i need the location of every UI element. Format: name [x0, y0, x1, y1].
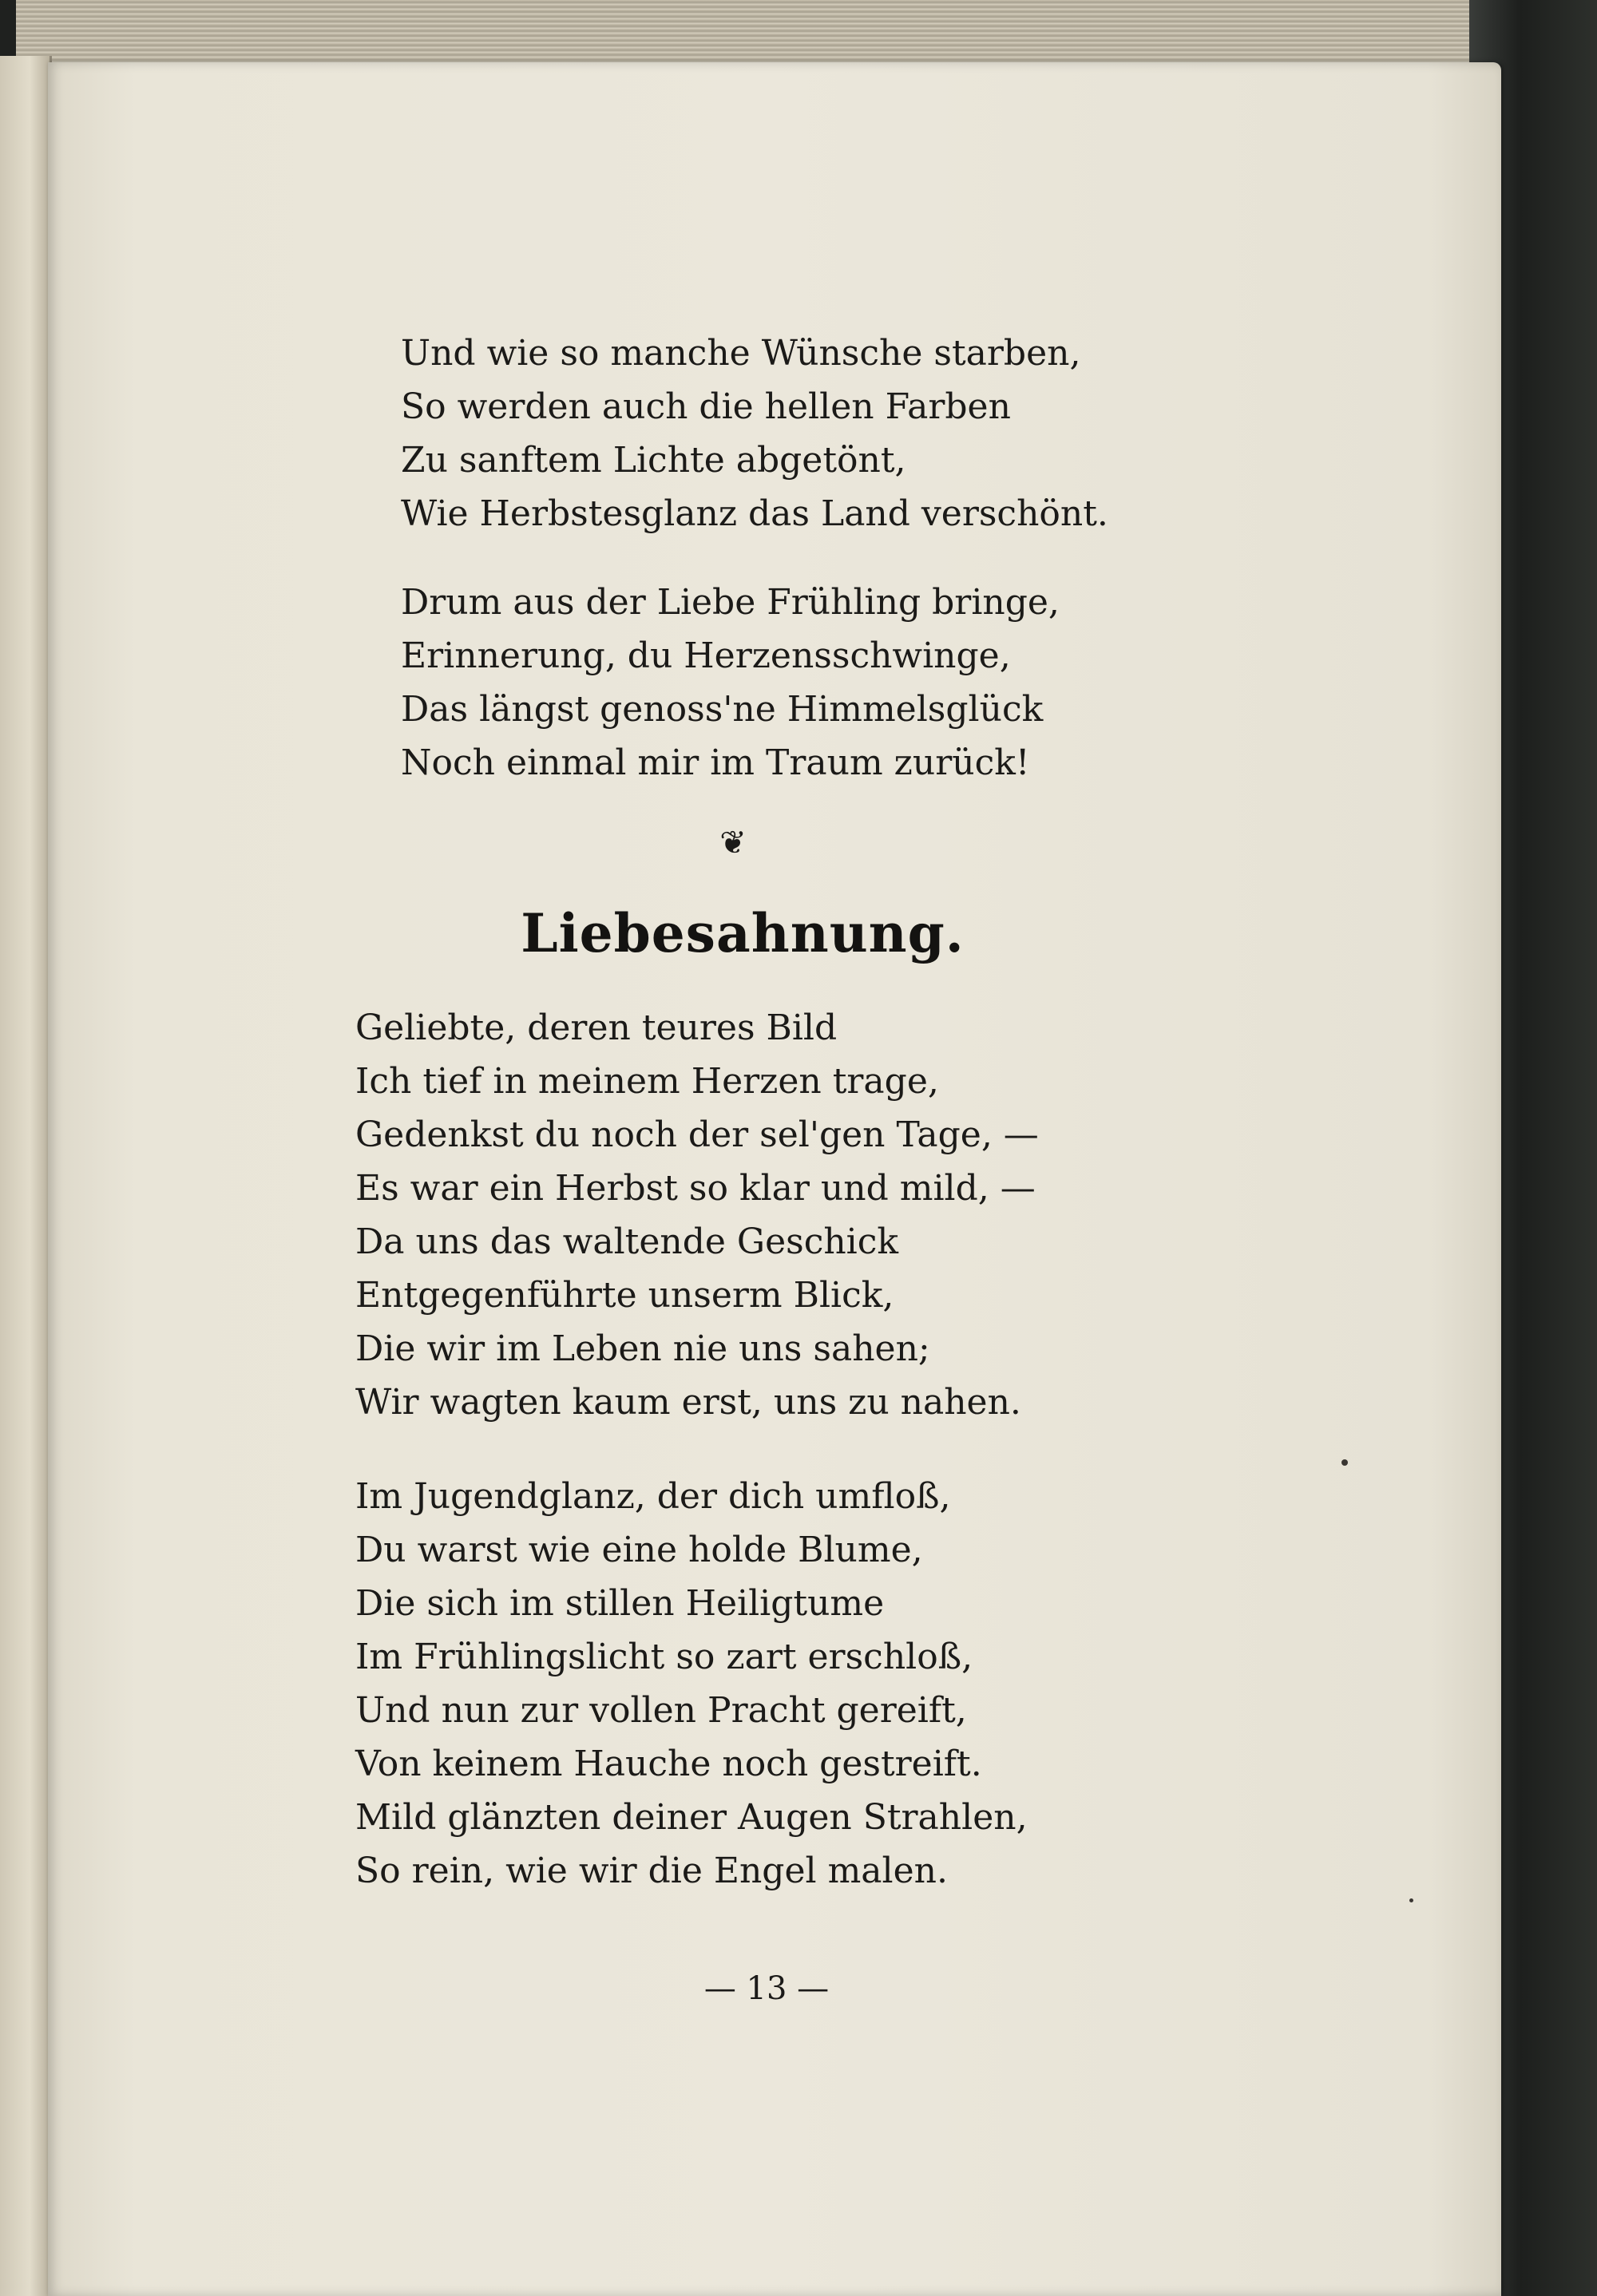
verse-line: Drum aus der Liebe Frühling bringe, — [401, 582, 1060, 623]
verse-line: Zu sanftem Lichte abgetönt, — [401, 440, 906, 481]
verse-line: Die sich im stillen Heiligtume — [355, 1583, 885, 1624]
verse-line: Die wir im Leben nie uns sahen; — [355, 1328, 930, 1369]
verse-line: Und wie so manche Wünsche starben, — [401, 333, 1081, 374]
verse-line: Ich tief in meinem Herzen trage, — [355, 1061, 939, 1102]
poem-title: Liebesahnung. — [521, 902, 965, 964]
left-page-edge — [0, 56, 52, 2296]
poem-continued-stanza-1 — [401, 327, 1108, 540]
verse-line: Mild glänzten deiner Augen Strahlen, — [355, 1797, 1028, 1838]
verse-line: Und nun zur vollen Pracht gereift, — [355, 1690, 967, 1731]
verse-line: So werden auch die hellen Farben — [401, 386, 1011, 427]
book-page — [48, 62, 1501, 2296]
verse-line: Da uns das waltende Geschick — [355, 1221, 899, 1262]
paper-speck — [1341, 1459, 1348, 1466]
verse-line: Wir wagten kaum erst, uns zu nahen. — [355, 1382, 1021, 1423]
verse-line: So rein, wie wir die Engel malen. — [355, 1851, 948, 1891]
page-number: — 13 — — [703, 1970, 830, 2007]
verse-line: Noch einmal mir im Traum zurück! — [401, 742, 1030, 783]
page-block-edge — [16, 0, 1501, 67]
verse-line: Es war ein Herbst so klar und mild, — — [355, 1168, 1036, 1209]
verse-line: Wie Herbstesglanz das Land verschönt. — [401, 493, 1108, 534]
verse-line: Im Frühlingslicht so zart erschloß, — [355, 1637, 973, 1677]
verse-line: Gedenkst du noch der sel'gen Tage, — — [355, 1114, 1039, 1155]
verse-line: Du warst wie eine holde Blume, — [355, 1530, 923, 1570]
paper-speck — [1409, 1898, 1413, 1902]
verse-line: Das längst genoss'ne Himmelsglück — [401, 689, 1044, 730]
verse-line: Erinnerung, du Herzensschwinge, — [401, 635, 1011, 676]
verse-line: Im Jugendglanz, der dich umfloß, — [355, 1476, 951, 1517]
poem-continued-stanza-2 — [401, 576, 1060, 790]
fleuron-ornament-icon: ❦ — [719, 825, 747, 861]
verse-line: Entgegenführte unserm Blick, — [355, 1275, 894, 1316]
verse-line: Von keinem Hauche noch gestreift. — [355, 1744, 982, 1784]
verse-line: Geliebte, deren teures Bild — [355, 1007, 838, 1048]
poem-stanza-2 — [355, 1470, 1028, 1898]
poem-stanza-1 — [355, 1001, 1039, 1429]
